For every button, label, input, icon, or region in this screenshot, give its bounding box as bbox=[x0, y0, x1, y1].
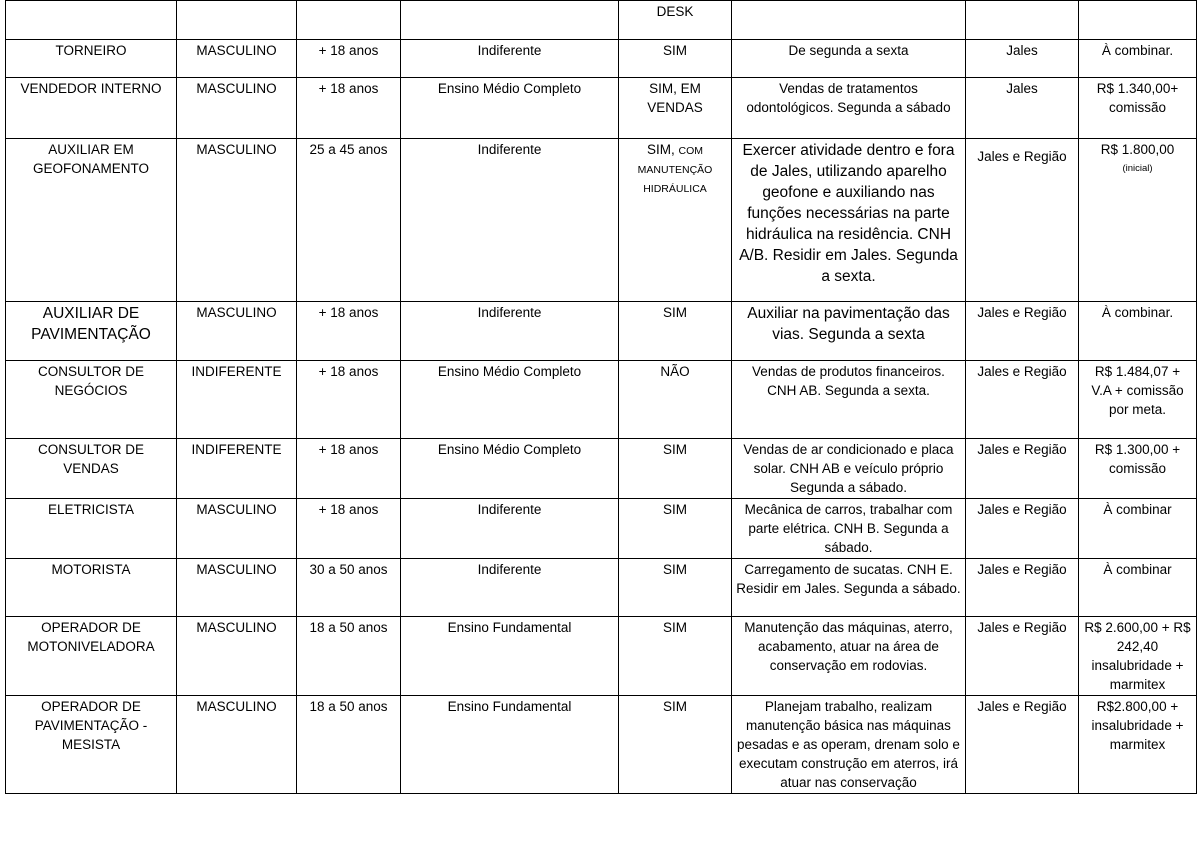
cell-local: Jales e Região bbox=[966, 696, 1079, 794]
table-row bbox=[6, 302, 1197, 361]
cell-descricao: Vendas de produtos financeiros. CNH AB. Segunda a sexta. bbox=[732, 361, 966, 439]
cell-salario: R$ 1.484,07 + V.A + comissão por meta. bbox=[1079, 361, 1197, 439]
cell-sexo: MASCULINO bbox=[177, 696, 297, 794]
cell-experiencia: SIM bbox=[619, 439, 732, 499]
cell-salario: R$ 2.600,00 + R$ 242,40 insalubridade + marmitex bbox=[1079, 617, 1197, 696]
cell-escolaridade: Indiferente bbox=[401, 302, 619, 361]
cell-salario: À combinar bbox=[1079, 499, 1197, 559]
cell-local: Jales e Região bbox=[966, 302, 1079, 361]
cell-escolaridade: Indiferente bbox=[401, 499, 619, 559]
cell-escolaridade: Indiferente bbox=[401, 40, 619, 78]
cell-descricao: Carregamento de sucatas. CNH E. Residir em Jales. Segunda a sábado. bbox=[732, 559, 966, 617]
cell-salario bbox=[1079, 1, 1197, 40]
cell-idade: 18 a 50 anos bbox=[297, 617, 401, 696]
table-row bbox=[6, 559, 1197, 617]
cell-idade: + 18 anos bbox=[297, 40, 401, 78]
cell-experiencia: SIM bbox=[619, 617, 732, 696]
cell-sexo: MASCULINO bbox=[177, 302, 297, 361]
cell-salario bbox=[1079, 139, 1197, 302]
table-row bbox=[6, 1, 1197, 40]
cell-local: Jales e Região bbox=[966, 617, 1079, 696]
experiencia-main: SIM, bbox=[646, 142, 675, 157]
cell-experiencia: SIM bbox=[619, 696, 732, 794]
cell-sexo: MASCULINO bbox=[177, 40, 297, 78]
cell-idade: + 18 anos bbox=[297, 361, 401, 439]
cell-salario: À combinar bbox=[1079, 559, 1197, 617]
cell-experiencia: SIM, EM VENDAS bbox=[619, 78, 732, 139]
cell-experiencia: SIM bbox=[619, 302, 732, 361]
cell-sexo: MASCULINO bbox=[177, 617, 297, 696]
cell-escolaridade: Indiferente bbox=[401, 559, 619, 617]
cell-local: Jales e Região bbox=[966, 439, 1079, 499]
table-row bbox=[6, 499, 1197, 559]
cell-cargo: AUXILIAR DE PAVIMENTAÇÃO bbox=[6, 302, 177, 361]
table-row bbox=[6, 361, 1197, 439]
cell-idade: + 18 anos bbox=[297, 439, 401, 499]
cell-salario: À combinar. bbox=[1079, 302, 1197, 361]
cell-experiencia bbox=[619, 139, 732, 302]
cell-cargo: OPERADOR DE PAVIMENTAÇÃO - MESISTA bbox=[6, 696, 177, 794]
cell-descricao bbox=[732, 1, 966, 40]
cell-descricao: Exercer atividade dentro e fora de Jales, utilizando aparelho geofone e auxiliando nas funções necessárias na parte hidráulica na residência. CNH A/B. Residir em Jales. Segunda a sexta. bbox=[732, 139, 966, 302]
cell-cargo: CONSULTOR DE VENDAS bbox=[6, 439, 177, 499]
table-row bbox=[6, 40, 1197, 78]
cell-descricao: Planejam trabalho, realizam manutenção básica nas máquinas pesadas e as operam, drenam solo e executam construção em aterros, irá atuar nas conservação bbox=[732, 696, 966, 794]
cell-escolaridade: Indiferente bbox=[401, 139, 619, 302]
cell-idade: + 18 anos bbox=[297, 78, 401, 139]
salario-main: R$ 1.800,00 bbox=[1100, 142, 1175, 157]
cell-cargo: CONSULTOR DE NEGÓCIOS bbox=[6, 361, 177, 439]
cell-descricao: Auxiliar na pavimentação das vias. Segunda a sexta bbox=[732, 302, 966, 361]
job-openings-table bbox=[5, 0, 1197, 794]
cell-sexo: MASCULINO bbox=[177, 499, 297, 559]
cell-salario: À combinar. bbox=[1079, 40, 1197, 78]
cell-cargo: VENDEDOR INTERNO bbox=[6, 78, 177, 139]
cell-idade: 25 a 45 anos bbox=[297, 139, 401, 302]
cell-escolaridade: Ensino Médio Completo bbox=[401, 361, 619, 439]
cell-idade: + 18 anos bbox=[297, 302, 401, 361]
cell-salario: R$ 1.300,00 + comissão bbox=[1079, 439, 1197, 499]
cell-descricao: Mecânica de carros, trabalhar com parte elétrica. CNH B. Segunda a sábado. bbox=[732, 499, 966, 559]
cell-sexo: MASCULINO bbox=[177, 559, 297, 617]
cell-local: Jales e Região bbox=[966, 499, 1079, 559]
cell-cargo bbox=[6, 1, 177, 40]
cell-local: Jales bbox=[966, 78, 1079, 139]
salario-detail: (inicial) bbox=[1122, 163, 1153, 174]
cell-idade: + 18 anos bbox=[297, 499, 401, 559]
cell-escolaridade: Ensino Médio Completo bbox=[401, 78, 619, 139]
cell-sexo: INDIFERENTE bbox=[177, 439, 297, 499]
cell-local: Jales bbox=[966, 40, 1079, 78]
cell-idade: 18 a 50 anos bbox=[297, 696, 401, 794]
cell-experiencia: SIM bbox=[619, 40, 732, 78]
cell-descricao: Vendas de tratamentos odontológicos. Segunda a sábado bbox=[732, 78, 966, 139]
cell-descricao: Vendas de ar condicionado e placa solar. CNH AB e veículo próprio Segunda a sábado. bbox=[732, 439, 966, 499]
cell-cargo: MOTORISTA bbox=[6, 559, 177, 617]
cell-escolaridade bbox=[401, 1, 619, 40]
cell-sexo: INDIFERENTE bbox=[177, 361, 297, 439]
cell-experiencia: SIM bbox=[619, 559, 732, 617]
cell-salario: R$ 1.340,00+ comissão bbox=[1079, 78, 1197, 139]
cell-experiencia: SIM bbox=[619, 499, 732, 559]
cell-descricao: De segunda a sexta bbox=[732, 40, 966, 78]
cell-cargo: OPERADOR DE MOTONIVELADORA bbox=[6, 617, 177, 696]
cell-local: Jales e Região bbox=[966, 559, 1079, 617]
cell-escolaridade: Ensino Fundamental bbox=[401, 696, 619, 794]
cell-local: Jales e Região bbox=[966, 139, 1079, 302]
experiencia-detail: COM MANUTENÇÃO HIDRÁULICA bbox=[637, 145, 713, 195]
cell-cargo: ELETRICISTA bbox=[6, 499, 177, 559]
cell-sexo: MASCULINO bbox=[177, 78, 297, 139]
cell-sexo bbox=[177, 1, 297, 40]
cell-salario: R$2.800,00 + insalubridade + marmitex bbox=[1079, 696, 1197, 794]
table-row bbox=[6, 439, 1197, 499]
cell-experiencia: NÃO bbox=[619, 361, 732, 439]
table-row bbox=[6, 696, 1197, 794]
cell-cargo: TORNEIRO bbox=[6, 40, 177, 78]
cell-experiencia: DESK bbox=[619, 1, 732, 40]
cell-local: Jales e Região bbox=[966, 361, 1079, 439]
cell-cargo: AUXILIAR EM GEOFONAMENTO bbox=[6, 139, 177, 302]
cell-local bbox=[966, 1, 1079, 40]
table-row bbox=[6, 78, 1197, 139]
cell-descricao: Manutenção das máquinas, aterro, acabamento, atuar na área de conservação em rodovias. bbox=[732, 617, 966, 696]
table-row bbox=[6, 617, 1197, 696]
cell-idade: 30 a 50 anos bbox=[297, 559, 401, 617]
cell-sexo: MASCULINO bbox=[177, 139, 297, 302]
table-row bbox=[6, 139, 1197, 302]
cell-idade bbox=[297, 1, 401, 40]
cell-escolaridade: Ensino Médio Completo bbox=[401, 439, 619, 499]
cell-escolaridade: Ensino Fundamental bbox=[401, 617, 619, 696]
